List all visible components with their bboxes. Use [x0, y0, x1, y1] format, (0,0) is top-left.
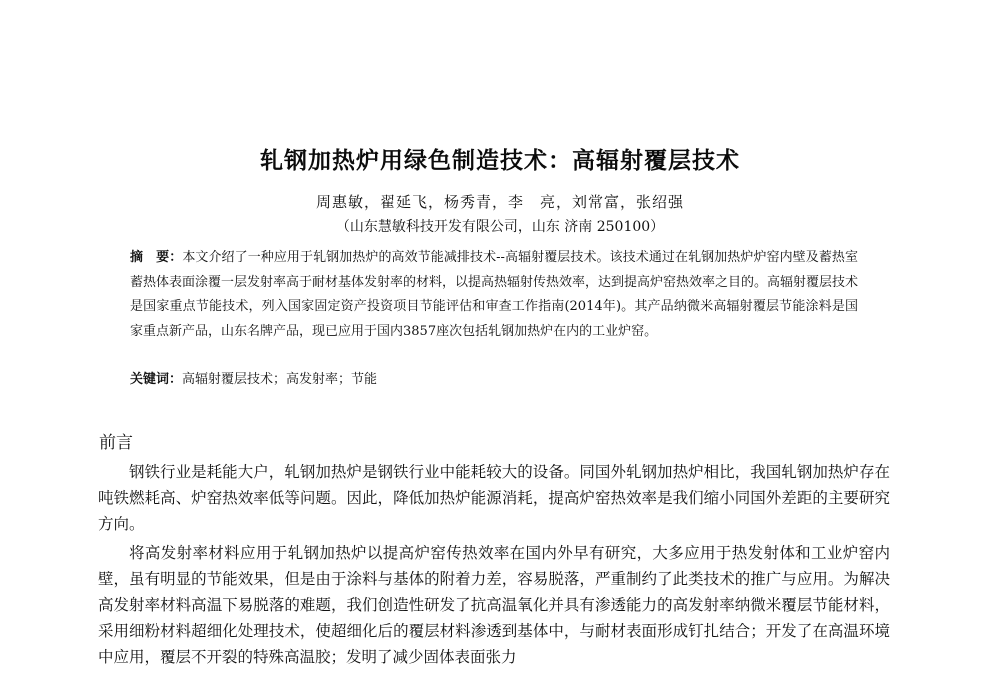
section-body — [98, 459, 890, 673]
keywords-text: 高辐射覆层技术；高发射率；节能 — [182, 372, 378, 387]
keywords-label: 关键词： — [130, 372, 183, 387]
paragraph: 将高发射率材料应用于轧钢加热炉以提高炉窑传热效率在国内外早有研究，大多应用于热发射体和工业炉窑内壁，虽有明显的节能效果，但是由于涂料与基体的附着力差，容易脱落，严重制约了此类技术的推广与应用。为解决高发射率材料高温下易脱落的难题，我们创造性研发了抗高温氧化并具有渗透能力的高发射率纳微米覆层节能材料，采用细粉材料超细化处理技术，使超细化后的覆层材料渗透到基体中，与耐材表面形成钉扎结合；开发了在高温环境中应用，覆层不开裂的特殊高温胶；发明了减少固体表面张力 — [98, 544, 890, 666]
author-list: 周惠敏，翟延飞，杨秀青，李 亮，刘常富，张绍强 — [315, 193, 684, 211]
abstract-label: 摘 要： — [130, 250, 183, 265]
paragraph: 钢铁行业是耗能大户，轧钢加热炉是钢铁行业中能耗较大的设备。同国外轧钢加热炉相比，我国轧钢加热炉存在吨铁燃耗高、炉窑热效率低等问题。因此，降低加热炉能源消耗，提高炉窑热效率是我们缩小同国外差距的主要研究方向。 — [98, 463, 890, 533]
paper-title: 轧钢加热炉用绿色制造技术：高辐射覆层技术 — [260, 148, 740, 174]
affiliation: （山东慧敏科技开发有限公司，山东 济南 250100） — [335, 219, 665, 235]
keywords — [130, 370, 858, 390]
abstract-text: 本文介绍了一种应用于轧钢加热炉的高效节能减排技术--高辐射覆层技术。该技术通过在轧钢加热炉炉窑内壁及蓄热室蓄热体表面涂覆一层发射率高于耐材基体发射率的材料，以提高热辐射传热效率，达到提高炉窑热效率之目的。高辐射覆层技术是国家重点节能技术，列入国家固定资产投资项目节能评估和审查工作指南(2014年)。其产品纳微米高辐射覆层节能涂料是国家重点新产品，山东名牌产品，现已应用于国内3857座次包括轧钢加热炉在内的工业炉窑。 — [130, 250, 859, 339]
section-heading: 前言 — [99, 433, 133, 453]
abstract — [130, 246, 858, 344]
